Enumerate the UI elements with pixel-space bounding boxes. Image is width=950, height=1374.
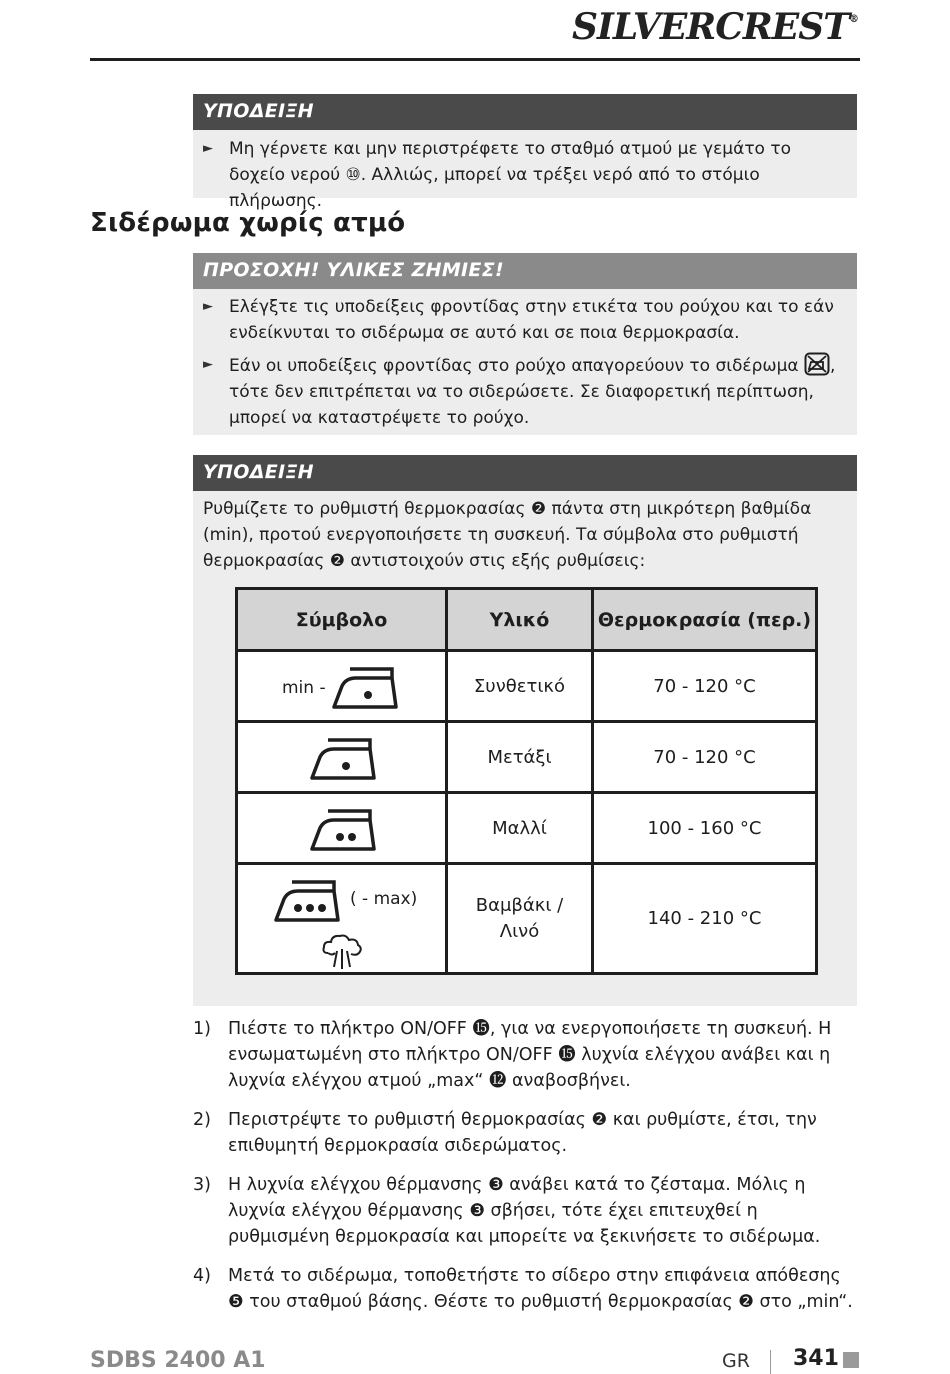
footer-language: GR <box>722 1350 750 1372</box>
note-box-1 <box>193 94 857 211</box>
list-item <box>193 1263 857 1315</box>
material-cell: Μαλλί <box>447 793 593 864</box>
footer-model: SDBS 2400 A1 <box>90 1348 266 1373</box>
table-header: Σύμβολο <box>237 589 447 651</box>
step-text: Μετά το σιδέρωμα, τοποθετήστε το σίδερο στην επιφάνεια απόθεσης ❺ του σταθμού βάσης. Θέστε το ρυθμιστή θερμοκρασίας ❷ στο „min“. <box>228 1266 853 1312</box>
caution-box <box>193 253 857 435</box>
caution-heading: ΠΡΟΣΟΧΗ! ΥΛΙΚΕΣ ΖΗΜΙΕΣ! <box>193 253 857 289</box>
brand-logo: SILVERCREST® <box>572 6 858 48</box>
steps-list <box>193 1016 857 1328</box>
footer-separator <box>770 1350 771 1374</box>
header-rule <box>90 58 860 61</box>
iron-two-dots-icon <box>308 806 378 854</box>
symbol-cell <box>237 864 447 974</box>
steam-icon <box>320 933 364 971</box>
no-iron-icon <box>804 352 830 376</box>
list-item <box>193 1172 857 1250</box>
table-row <box>237 864 817 974</box>
caution-bullet-2-start: Εάν οι υποδείξεις φροντίδας στο ρούχο απαγορεύουν το σιδέρωμα <box>229 356 799 376</box>
list-item <box>193 1016 857 1094</box>
material-cell: Βαμβάκι / Λινό <box>447 864 593 974</box>
step-text: Περιστρέψτε το ρυθμιστή θερμοκρασίας ❷ και ρυθμίστε, έτσι, την επιθυμητή θερμοκρασία σιδερώματος. <box>228 1110 817 1156</box>
table-row <box>237 793 817 864</box>
note-text: Ρυθμίζετε το ρυθμιστή θερμοκρασίας ❷ πάντα στη μικρότερη βαθμίδα (min), προτού ενεργοποιήσετε τη συσκευή. Τα σύμβολα στο ρυθμιστή θερμοκρασίας ❷ αντιστοιχούν στις εξής ρυθμίσεις: <box>203 499 812 571</box>
temp-cell: 70 - 120 °C <box>593 722 817 793</box>
iron-one-dot-icon <box>308 735 378 783</box>
iron-three-dots-icon <box>272 877 342 925</box>
min-label: min - <box>282 678 326 698</box>
section-title: Σιδέρωμα χωρίς ατμό <box>90 208 406 238</box>
temperature-table <box>235 587 818 975</box>
iron-one-dot-icon <box>330 664 400 712</box>
table-row <box>237 722 817 793</box>
step-text: Η λυχνία ελέγχου θέρμανσης ❸ ανάβει κατά το ζέσταμα. Μόλις η λυχνία ελέγχου θέρμανσης ❸ σβήσει, τότε έχει επιτευχθεί η ρυθμισμένη θερμοκρασία και μπορείτε να ξεκινήσετε το σιδέρωμα. <box>228 1175 821 1247</box>
list-item <box>193 1107 857 1159</box>
step-number: 2) <box>193 1110 211 1130</box>
table-header: Υλικό <box>447 589 593 651</box>
note-heading: ΥΠΟΔΕΙΞΗ <box>193 94 857 130</box>
material-cell: Μετάξι <box>447 722 593 793</box>
step-number: 1) <box>193 1019 211 1039</box>
temp-cell: 140 - 210 °C <box>593 864 817 974</box>
max-label: ( - max) <box>350 889 418 909</box>
symbol-cell <box>237 793 447 864</box>
symbol-cell <box>237 722 447 793</box>
caution-bullet-1: ► Ελέγξτε τις υποδείξεις φροντίδας στην ετικέτα του ρούχου και το εάν ενδείκνυται το σιδέρωμα σε αυτό και σε ποια θερμοκρασία. <box>203 294 839 346</box>
step-number: 4) <box>193 1266 211 1286</box>
symbol-cell <box>237 651 447 722</box>
footer-square-icon <box>843 1352 859 1368</box>
temp-cell: 70 - 120 °C <box>593 651 817 722</box>
step-text: Πιέστε το πλήκτρο ON/OFF ⓯, για να ενεργοποιήσετε τη συσκευή. Η ενσωματωμένη στο πλήκτρο ON/OFF ⓯ λυχνία ελέγχου ανάβει και η λυχνία ελέγχου ατμού „max“ ⓬ αναβοσβήνει. <box>228 1019 832 1091</box>
table-header-row <box>237 589 817 651</box>
note-bullet: ► Μη γέρνετε και μην περιστρέφετε το σταθμό ατμού με γεμάτο το δοχείο νερού ⑩. Αλλιώς, μπορεί να τρέξει νερό από το στόμιο πλήρωσης. <box>203 136 839 214</box>
caution-bullet-2-rest: τότε δεν επιτρέπεται να το σιδερώσετε. Σε διαφορετική περίπτωση, μπορεί να καταστρέψετε το ρούχο. <box>229 382 814 428</box>
step-number: 3) <box>193 1175 211 1195</box>
caution-bullet-2: ► Εάν οι υποδείξεις φροντίδας στο ρούχο απαγορεύουν το σιδέρωμα , τότε δεν επιτρέπεται να το σιδερώσετε. Σε διαφορετική περίπτωση, μπορεί να καταστρέψετε το ρούχο. <box>203 352 839 431</box>
table-header: Θερμοκρασία (περ.) <box>593 589 817 651</box>
temp-cell: 100 - 160 °C <box>593 793 817 864</box>
note-heading: ΥΠΟΔΕΙΞΗ <box>193 455 857 491</box>
page-number: 341 <box>793 1346 839 1371</box>
note-box-2 <box>193 455 857 1006</box>
table-row <box>237 651 817 722</box>
material-cell: Συνθετικό <box>447 651 593 722</box>
